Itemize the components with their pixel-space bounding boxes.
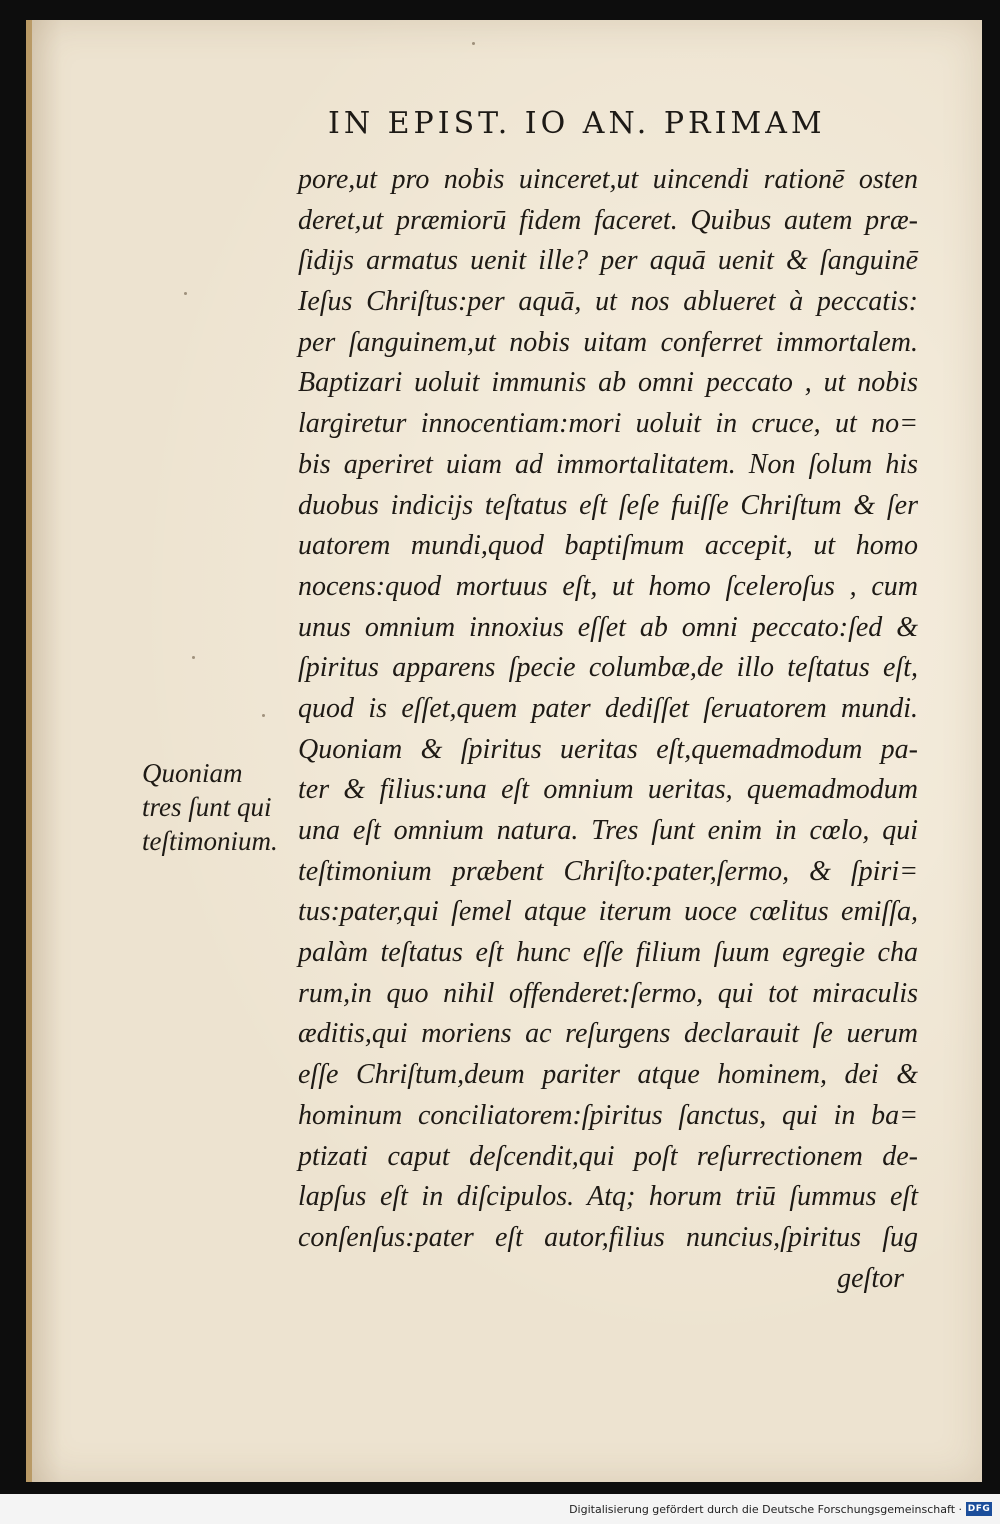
paper-speck: [262, 714, 265, 717]
paper-speck: [184, 292, 187, 295]
text-line: nocens:quod mortuus eſt, ut homo ſceleroſus , cum: [298, 570, 918, 602]
text-line: quod is eſſet,quem pater dediſſet ſeruatorem mundi.: [298, 692, 918, 724]
text-line: palàm teſtatus eſt hunc eſſe filium ſuum egregie cha: [298, 937, 918, 969]
text-line: per ſanguinem,ut nobis uitam conferret immortalem.: [298, 326, 918, 358]
text-line: lapſus eſt in diſcipulos. Atq; horum triū ſummus eſt: [298, 1181, 918, 1213]
text-line: unus omnium innoxius eſſet ab omni peccato:ſed &: [298, 611, 918, 643]
text-line: una eſt omnium natura. Tres ſunt enim in cœlo, qui: [298, 815, 918, 846]
paper-speck: [472, 42, 475, 45]
running-header: IN EPIST. IO AN. PRIMAM: [328, 106, 826, 141]
text-line: Baptizari uoluit immunis ab omni peccato , ut nobis: [298, 367, 918, 399]
text-line: Quoniam & ſpiritus ueritas eſt,quemadmodum pa-: [298, 733, 918, 765]
text-line: pore,ut pro nobis uinceret,ut uincendi rationē osten: [298, 164, 918, 195]
text-line: rum,in quo nihil offenderet:ſermo, qui tot miraculis: [298, 977, 918, 1009]
marginal-note: [142, 756, 292, 858]
paper-speck: [192, 656, 195, 659]
text-line: hominum conciliatorem:ſpiritus ſanctus, qui in ba=: [298, 1099, 918, 1131]
text-line: æditis,qui moriens ac reſurgens declarauit ſe uerum: [298, 1018, 918, 1050]
text-line: largiretur innocentiam:mori uoluit in cruce, ut no=: [298, 408, 918, 440]
text-line: deret,ut præmiorū fidem faceret. Quibus autem præ-: [298, 204, 918, 236]
text-line: Ieſus Chriſtus:per aquā, ut nos ablueret à peccatis:: [298, 286, 918, 318]
text-line: ptizati caput deſcendit,qui poſt reſurrectionem de-: [298, 1140, 918, 1172]
text-line: ter & filius:una eſt omnium ueritas, quemadmodum: [298, 774, 918, 806]
marginal-note-line: teſtimonium.: [142, 826, 278, 856]
dfg-logo-icon: DFG: [967, 1504, 991, 1514]
text-line: ſidijs armatus uenit ille? per aquā uenit & ſanguinē: [298, 245, 918, 277]
marginal-note-line: Quoniam: [142, 758, 243, 788]
text-line: bis aperiret uiam ad immortalitatem. Non ſolum his: [298, 448, 918, 480]
funding-credit: Digitalisierung gefördert durch die Deutsche Forschungsgemeinschaft ·: [569, 1502, 962, 1516]
text-line: eſſe Chriſtum,deum pariter atque hominem, dei &: [298, 1059, 918, 1091]
text-line: conſenſus:pater eſt autor,filius nuncius,ſpiritus ſug: [298, 1221, 918, 1253]
text-line: tus:pater,qui ſemel atque iterum uoce cœlitus emiſſa,: [298, 896, 918, 928]
text-line: teſtimonium præbent Chriſto:pater,ſermo, & ſpiri=: [298, 855, 918, 887]
catchword: geſtor: [837, 1262, 904, 1294]
footer-bar: [0, 1494, 1000, 1524]
text-line: uatorem mundi,quod baptiſmum accepit, ut homo: [298, 530, 918, 562]
text-line: ſpiritus apparens ſpecie columbæ,de illo teſtatus eſt,: [298, 652, 918, 684]
main-text-block: [298, 160, 918, 1299]
text-line: duobus indicijs teſtatus eſt ſeſe fuiſſe Chriſtum & ſer: [298, 489, 918, 521]
marginal-note-line: tres ſunt qui: [142, 792, 272, 822]
